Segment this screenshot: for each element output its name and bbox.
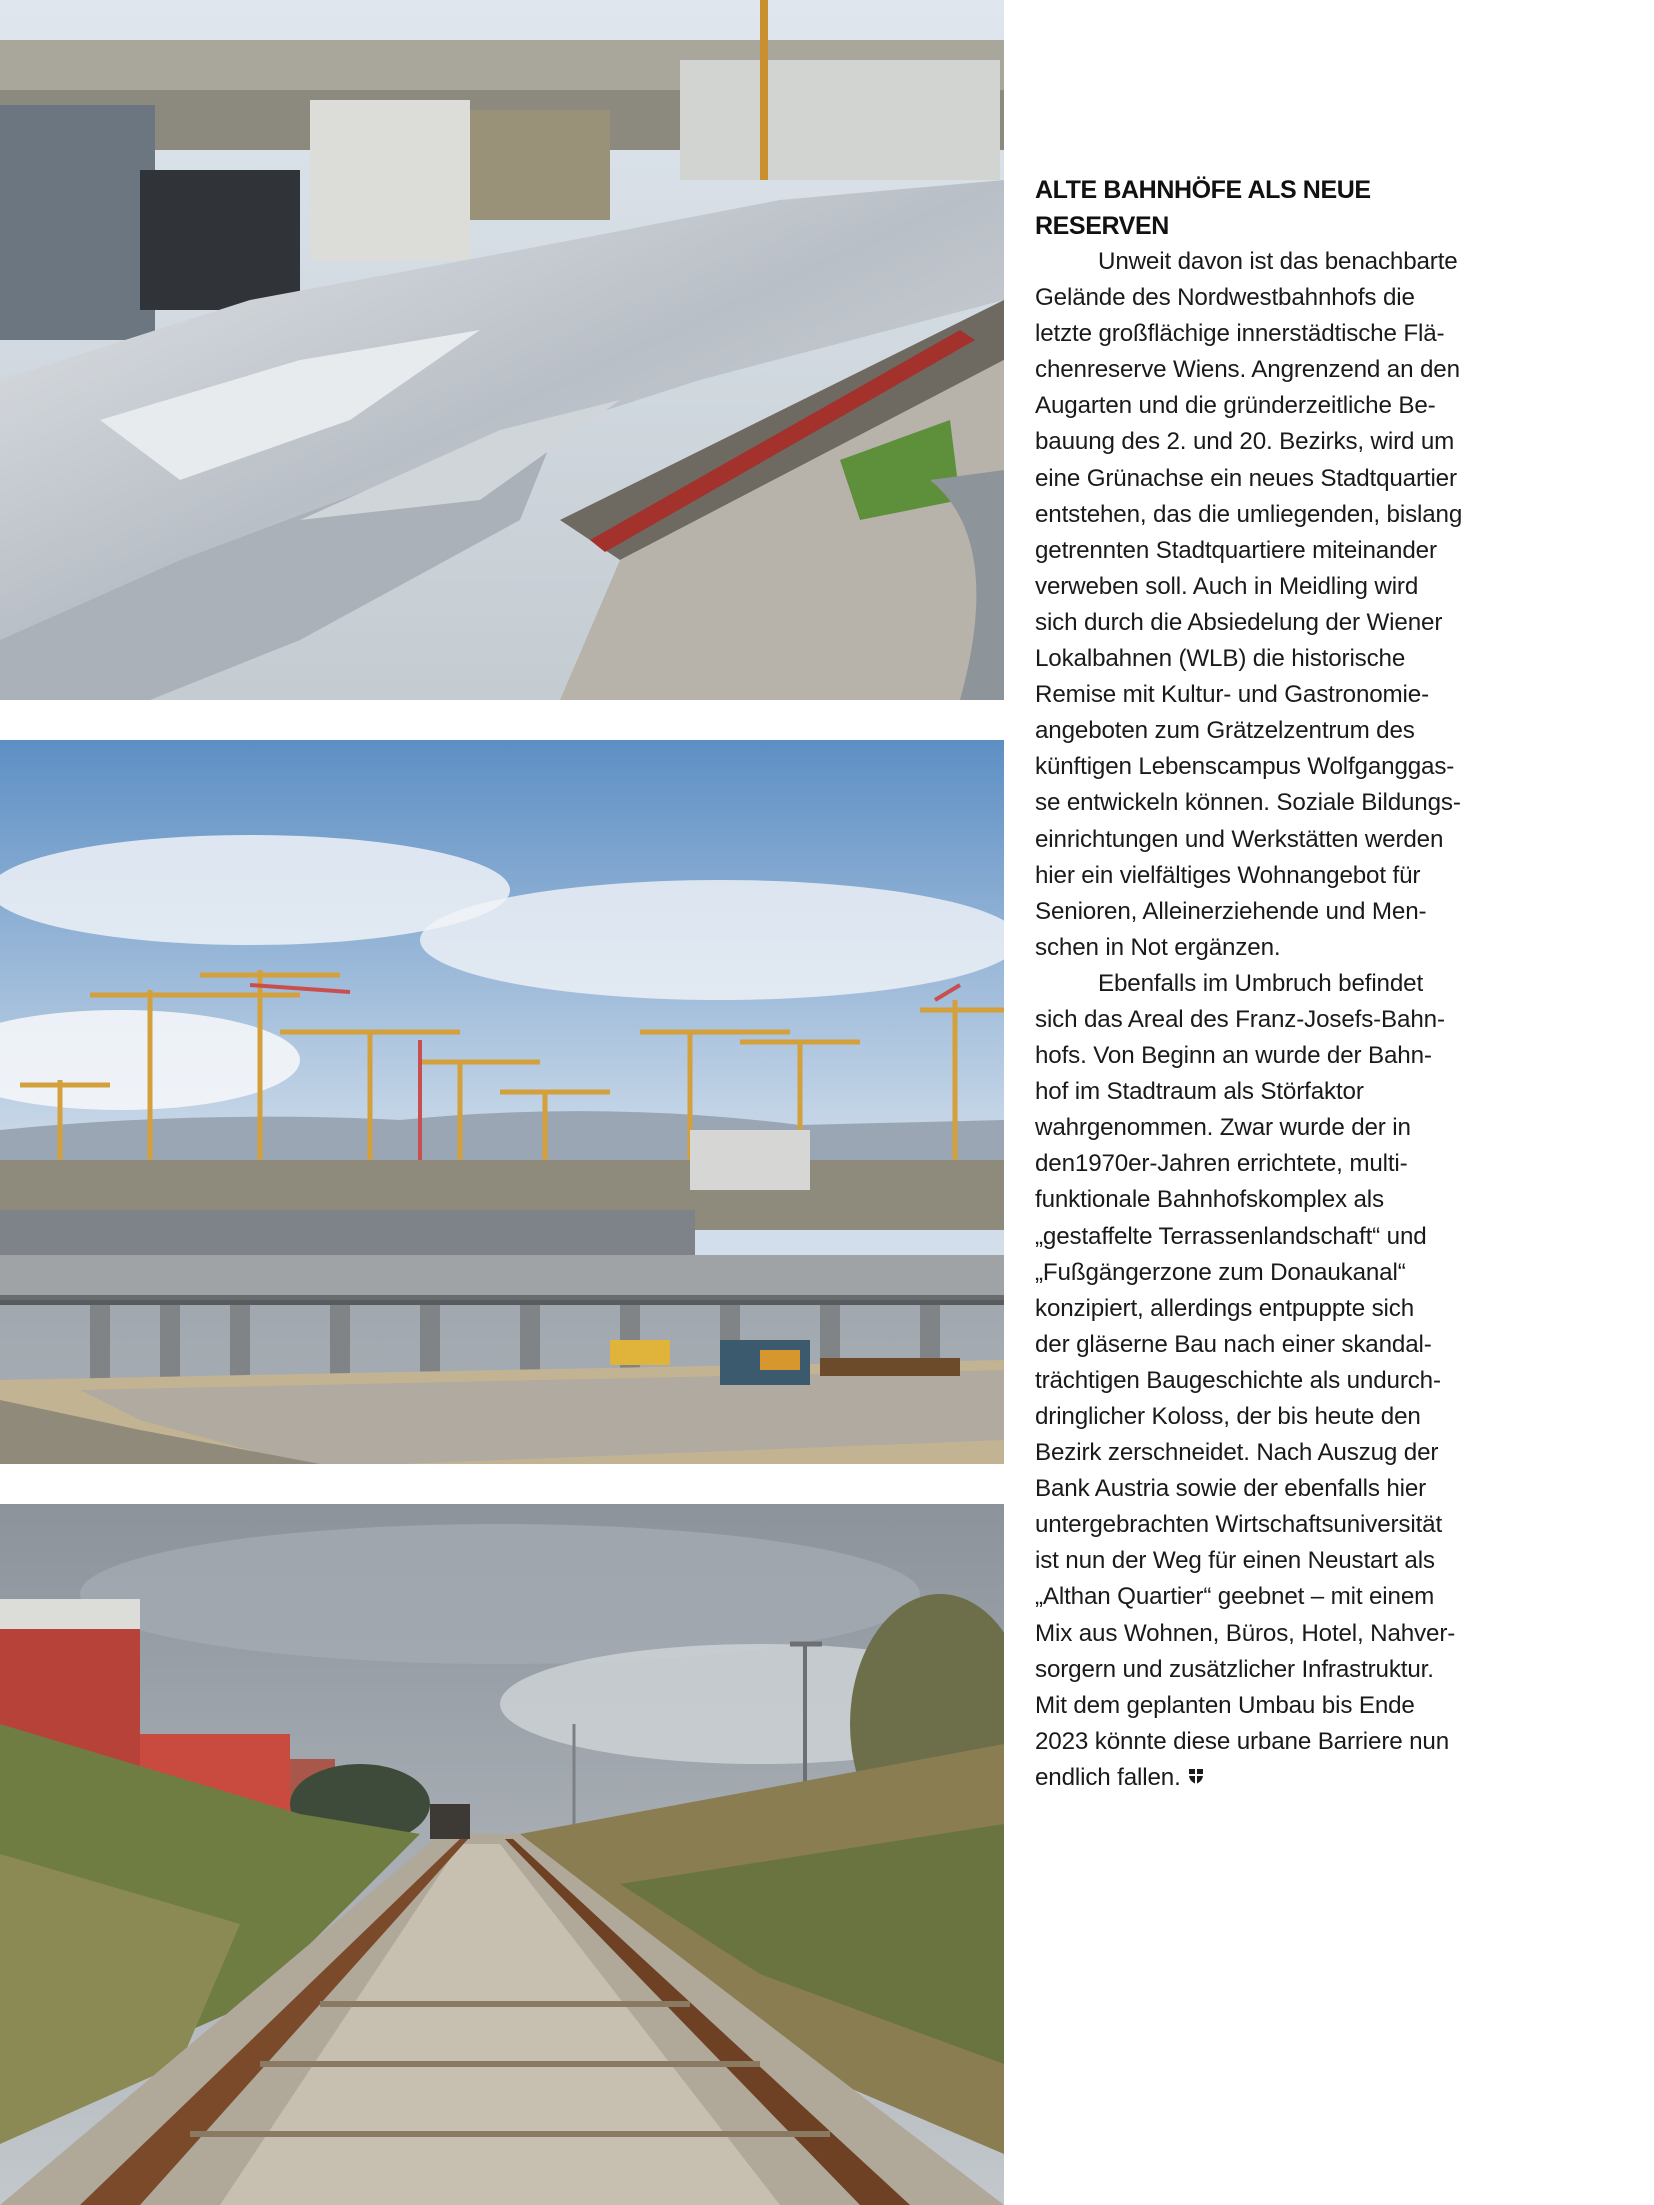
text-line: schen in Not ergänzen. <box>1035 933 1281 961</box>
text-line: der gläserne Bau nach einer skandal- <box>1035 1330 1432 1358</box>
text-line: bauung des 2. und 20. Bezirks, wird um <box>1035 428 1455 456</box>
text-line: verweben soll. Auch in Meidling wird <box>1035 572 1419 600</box>
text-line: hof im Stadtraum als Störfaktor <box>1035 1078 1364 1106</box>
text-line: dringlicher Koloss, der bis heute den <box>1035 1403 1421 1430</box>
text-line: Bezirk zerschneidet. Nach Auszug der <box>1035 1439 1439 1467</box>
vienna-shield-icon <box>1187 1767 1205 1785</box>
text-line: sorgern und zusätzlicher Infrastruktur. <box>1035 1655 1434 1683</box>
photo-construction-cranes <box>0 740 1004 1464</box>
text-line: hier ein vielfältiges Wohnangebot für <box>1035 861 1421 889</box>
text-line: untergebrachten Wirtschaftsuniversität <box>1035 1511 1443 1539</box>
text-line: letzte großflächige innerstädtische Flä- <box>1035 320 1445 348</box>
text-line: künftigen Lebenscampus Wolfganggas- <box>1035 753 1455 781</box>
article-column <box>1035 172 1495 1796</box>
text-line: wahrgenommen. Zwar wurde der in <box>1035 1114 1411 1142</box>
text-line: den1970er-Jahren errichtete, multi- <box>1035 1150 1408 1178</box>
text-line: getrennten Stadtquartiere miteinander <box>1035 536 1437 564</box>
text-line: sich das Areal des Franz-Josefs-Bahn- <box>1035 1005 1445 1033</box>
text-line: einrichtungen und Werkstätten werden <box>1035 825 1444 853</box>
text-line: Augarten und die gründerzeitliche Be- <box>1035 392 1436 420</box>
text-line: Mix aus Wohnen, Büros, Hotel, Nahver- <box>1035 1619 1456 1647</box>
text-line: „Althan Quartier“ geebnet – mit einem <box>1035 1583 1435 1611</box>
text-line: Bank Austria sowie der ebenfalls hier <box>1035 1475 1427 1503</box>
text-line: Ebenfalls im Umbruch befindet <box>1098 969 1424 997</box>
text-line: trächtigen Baugeschichte als undurch- <box>1035 1366 1441 1394</box>
text-line: Gelände des Nordwestbahnhofs die <box>1035 284 1415 312</box>
text-line: Lokalbahnen (WLB) die historische <box>1035 645 1406 673</box>
paragraph-2 <box>1035 966 1495 1796</box>
text-line: chenreserve Wiens. Angrenzend an den <box>1035 356 1460 384</box>
photo-station-aerial <box>0 0 1004 700</box>
text-line: „Fußgängerzone zum Donaukanal“ <box>1035 1258 1406 1286</box>
text-line: Remise mit Kultur- und Gastronomie- <box>1035 681 1429 709</box>
paragraph-1 <box>1035 244 1495 966</box>
text-line: entstehen, das die umliegenden, bislang <box>1035 500 1463 528</box>
text-line: se entwickeln können. Soziale Bildungs- <box>1035 789 1461 817</box>
text-line: Mit dem geplanten Umbau bis Ende <box>1035 1691 1415 1719</box>
text-line-last <box>1035 1760 1495 1796</box>
section-heading: ALTE BAHNHÖFE ALS NEUE RESERVEN <box>1035 176 1371 240</box>
text-line: Senioren, Alleinerziehende und Men- <box>1035 897 1427 925</box>
text-line: ist nun der Weg für einen Neustart als <box>1035 1547 1435 1575</box>
text-line: hofs. Von Beginn an wurde der Bahn- <box>1035 1042 1432 1070</box>
text-line: eine Grünachse ein neues Stadtquartier <box>1035 464 1457 492</box>
text-line: 2023 könnte diese urbane Barriere nun <box>1035 1727 1449 1755</box>
text-line: konzipiert, allerdings entpuppte sich <box>1035 1294 1414 1322</box>
text-line: endlich fallen. <box>1035 1763 1181 1791</box>
text-line: sich durch die Absiedelung der Wiener <box>1035 608 1443 636</box>
text-line: „gestaffelte Terrassenlandschaft“ und <box>1035 1222 1427 1250</box>
text-line: funktionale Bahnhofskomplex als <box>1035 1186 1384 1214</box>
photo-overgrown-track <box>0 1504 1004 2205</box>
text-line: Unweit davon ist das benachbarte <box>1098 248 1458 275</box>
text-line: angeboten zum Grätzelzentrum des <box>1035 717 1415 745</box>
